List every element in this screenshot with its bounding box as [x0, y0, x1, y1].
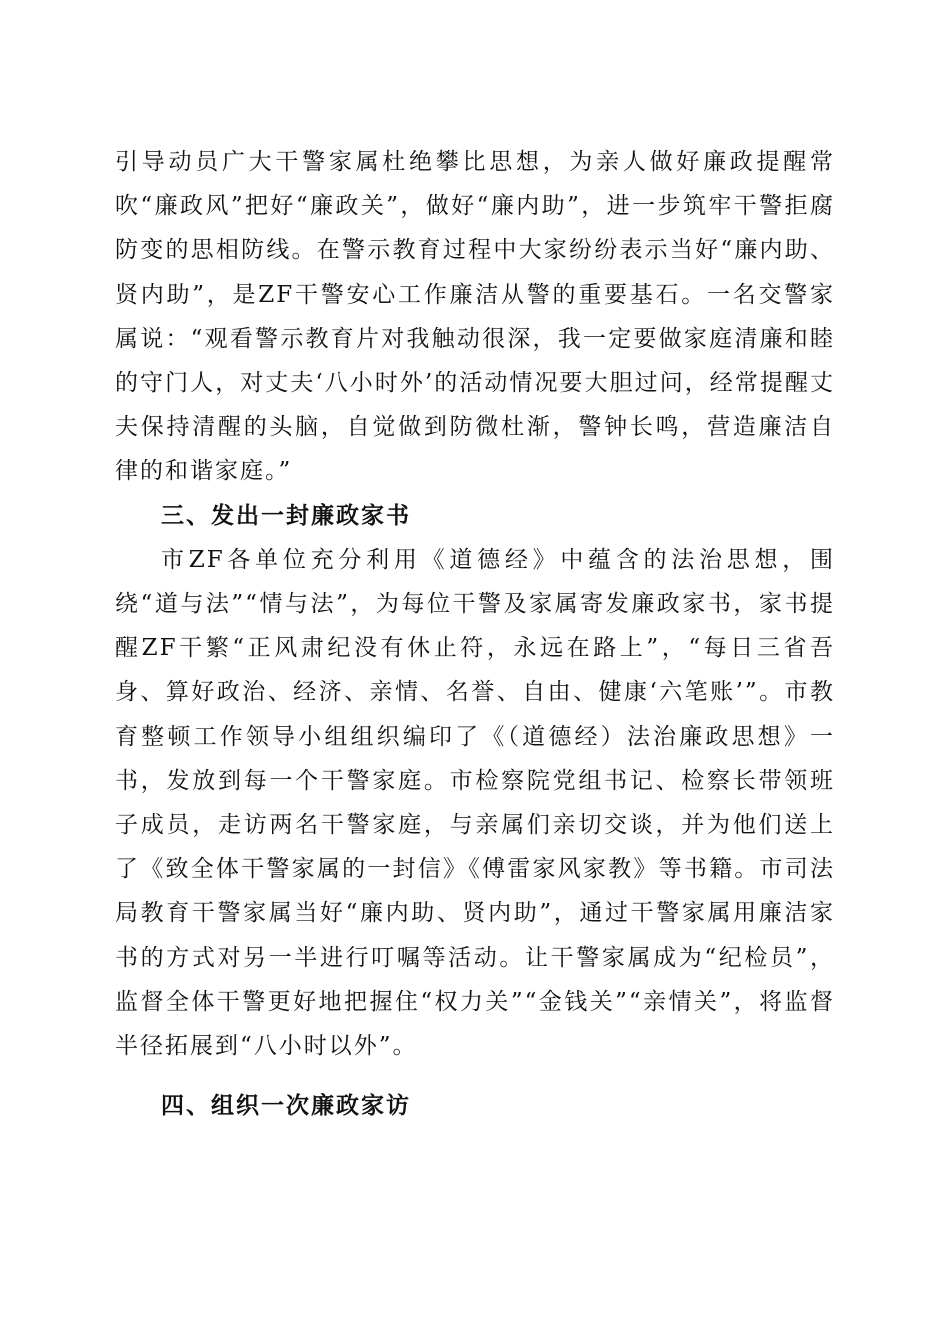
paragraph-family-warning-education: 引导动员广大干警家属杜绝攀比思想，为亲人做好廉政提醒常吹“廉政风”把好“廉政关”，做好“廉内助”，进一步筑牢干警拒腐防变的思相防线。在警示教育过程中大家纷纷表示当好“廉内助、贤内助”，是ZF干警安心工作廉洁从警的重要基石。一名交警家属说：“观看警示教育片对我触动很深，我一定要做家庭清廉和睦的守门人，对丈夫‘八小时外’的活动情况要大胆过问，经常提醒丈夫保持清醒的头脑，自觉做到防微杜渐，警钟长鸣，营造廉洁自律的和谐家庭。” — [115, 149, 835, 485]
section-heading-3: 三、发出一封廉政家书 — [161, 502, 411, 529]
document-body — [115, 140, 835, 1128]
paragraph-integrity-family-letter: 市ZF各单位充分利用《道德经》中蕴含的法治思想，围绕“道与法”“情与法”，为每位干警及家属寄发廉政家书，家书提醒ZF干繁“正风肃纪没有休止符，永远在路上”，“每日三省吾身、算好政治、经济、亲情、名誉、自由、健康‘六笔账’”。市教育整顿工作领导小组组织编印了《（道德经）法治廉政思想》一书，发放到每一个干警家庭。市检察院党组书记、检察长带领班子成员，走访两名干警家庭，与亲属们亲切交谈，并为他们送上了《致全体干警家属的一封信》《傅雷家风家教》等书籍。市司法局教育干警家属当好“廉内助、贤内助”，通过干警家属用廉洁家书的方式对另一半进行叮嘱等活动。让干警家属成为“纪检员”，监督全体干警更好地把握住“权力关”“金钱关”“亲情关”，将监督半径拓展到“八小时以外”。 — [115, 546, 835, 1060]
section-heading-4: 四、组织一次廉政家访 — [161, 1093, 411, 1120]
